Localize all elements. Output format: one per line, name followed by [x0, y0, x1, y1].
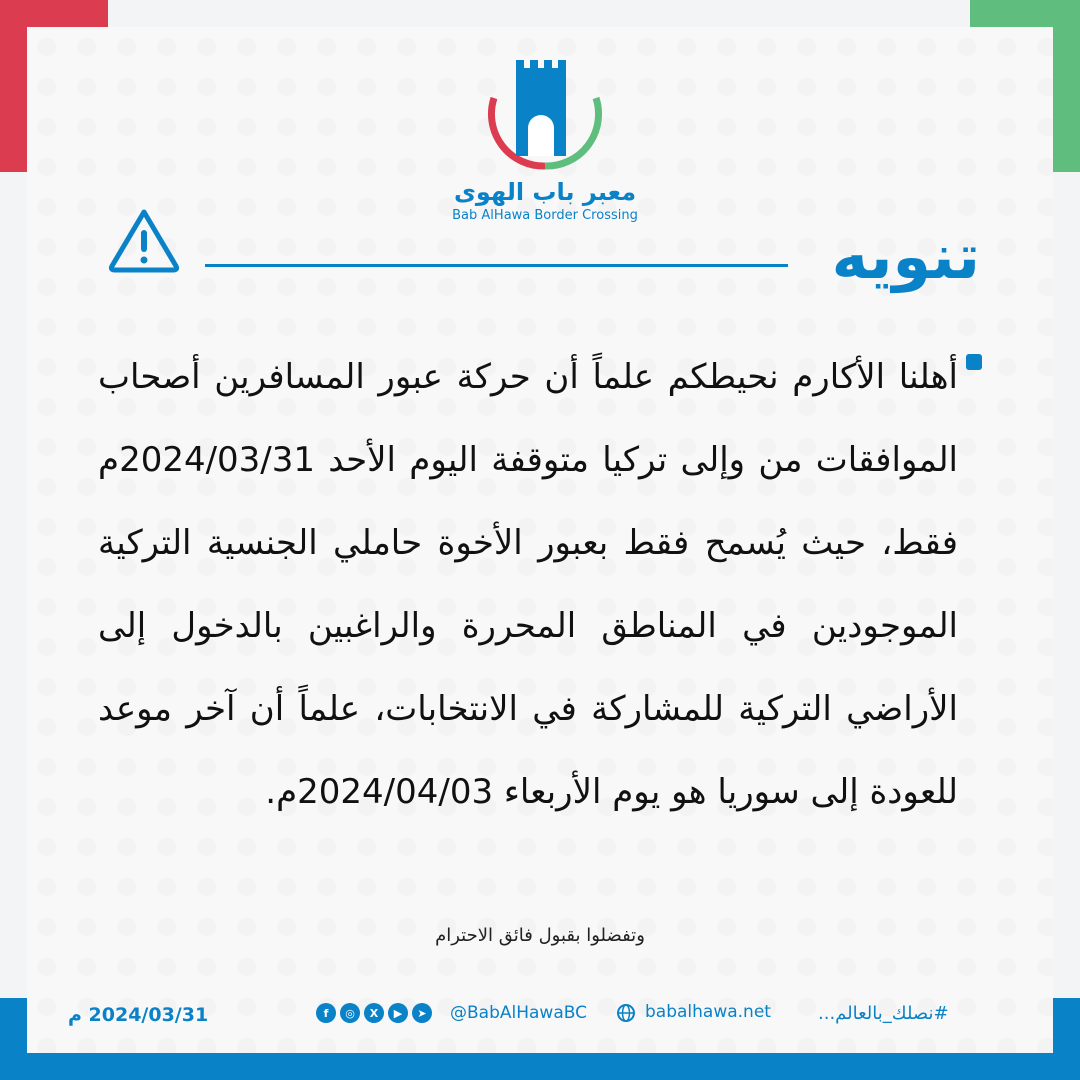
- social-icons: [316, 1003, 432, 1023]
- green-corner-bar-top: [970, 0, 1080, 27]
- page-title: تنويه: [831, 220, 980, 293]
- warning-icon: [106, 206, 182, 274]
- x-icon[interactable]: X: [364, 1003, 384, 1023]
- social-handle[interactable]: @BabAlHawaBC: [450, 1003, 587, 1023]
- youtube-icon[interactable]: ▶: [388, 1003, 408, 1023]
- website-link[interactable]: babalhawa.net: [645, 1002, 771, 1022]
- bab-alhawa-logo-icon: [480, 48, 610, 178]
- closing-text: وتفضلوا بقبول فائق الاحترام: [435, 925, 645, 946]
- blue-bottom-bar: [0, 1053, 1080, 1080]
- hashtag[interactable]: #نصلك_بالعالم...: [818, 1003, 949, 1024]
- instagram-icon[interactable]: ◎: [340, 1003, 360, 1023]
- footer-date: 2024/03/31 م: [68, 1004, 209, 1026]
- globe-icon: [616, 1003, 636, 1023]
- logo-english-name: Bab AlHawa Border Crossing: [452, 208, 638, 223]
- telegram-icon[interactable]: ➤: [412, 1003, 432, 1023]
- heading-underline: [205, 264, 788, 267]
- facebook-icon[interactable]: f: [316, 1003, 336, 1023]
- announcement-body: أهلنا الأكارم نحيطكم علماً أن حركة عبور المسافرين أصحاب الموافقات من وإلى تركيا متوقفة اليوم الأحد 2024/03/31م فقط، حيث يُسمح فقط بعبور الأخوة حاملي الجنسية التركية الموجودين في المناطق المحررة والراغبين بالدخول إلى الأراضي التركية للمشاركة في الانتخابات، علماً أن آخر موعد للعودة إلى سوريا هو يوم الأربعاء 2024/04/03م.: [98, 357, 958, 812]
- logo-arabic-name: معبر باب الهوى: [453, 178, 637, 206]
- red-corner-bar-top: [0, 0, 108, 27]
